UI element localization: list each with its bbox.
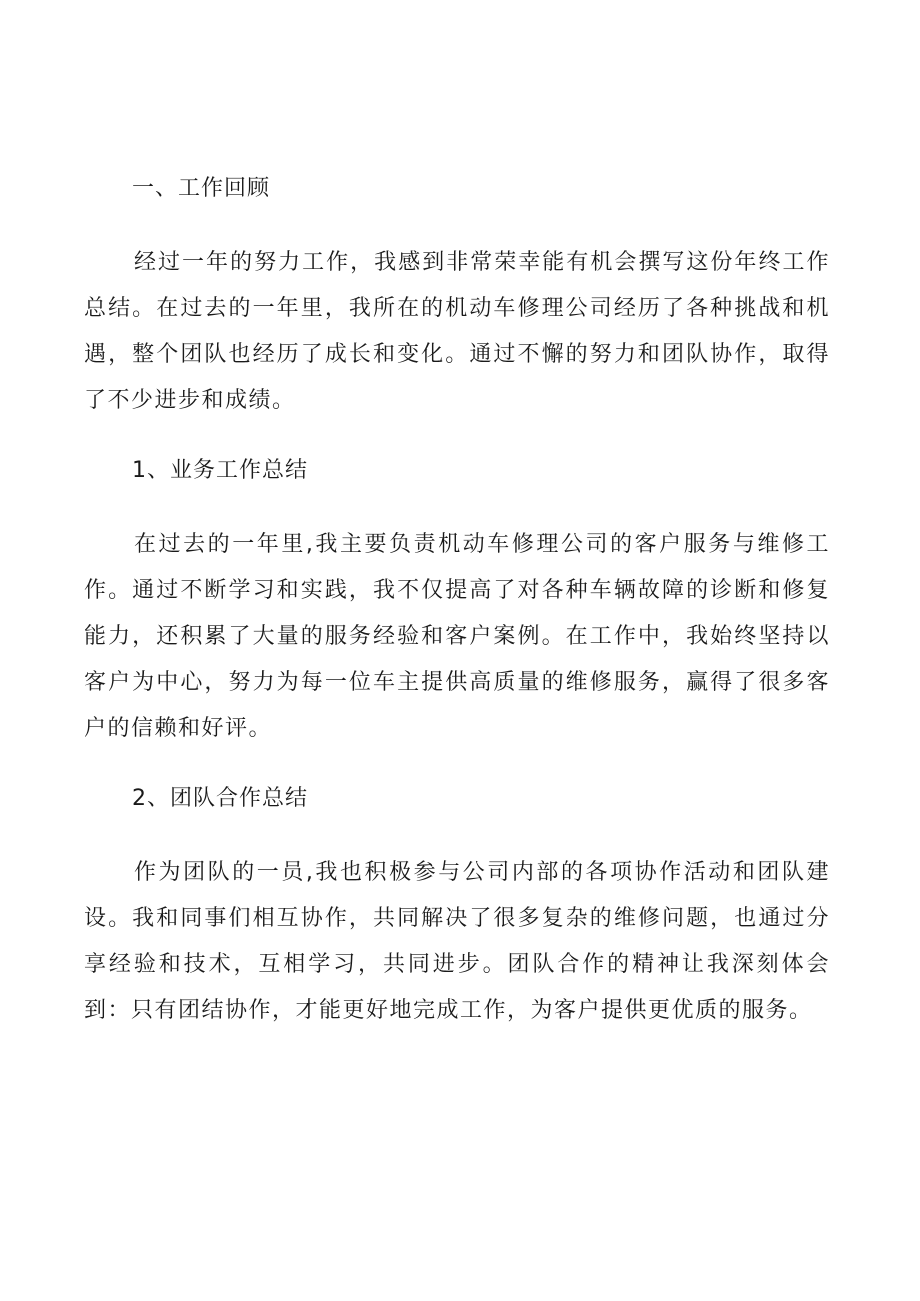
document-body	[84, 166, 830, 1034]
spacer	[84, 424, 830, 448]
spacer	[84, 494, 830, 522]
intro-paragraph: 经过一年的努力工作，我感到非常荣幸能有机会撰写这份年终工作总结。在过去的一年里，我所在的机动车修理公司经历了各种挑战和机遇，整个团队也经历了成长和变化。通过不懈的努力和团队协作，取得了不少进步和成绩。	[84, 250, 830, 413]
spacer	[84, 822, 830, 850]
section-heading-business-summary: 1、业务工作总结	[132, 458, 308, 483]
spacer	[84, 212, 830, 240]
team-paragraph: 作为团队的一员,我也积极参与公司内部的各项协作活动和团队建设。我和同事们相互协作，共同解决了很多复杂的维修问题，也通过分享经验和技术，互相学习，共同进步。团队合作的精神让我深刻体会到：只有团结协作，才能更好地完成工作，为客户提供更优质的服务。	[84, 860, 830, 1023]
business-paragraph: 在过去的一年里,我主要负责机动车修理公司的客户服务与维修工作。通过不断学习和实践，我不仅提高了对各种车辆故障的诊断和修复能力，还积累了大量的服务经验和客户案例。在工作中，我始终坚持以客户为中心，努力为每一位车主提供高质量的维修服务，赢得了很多客户的信赖和好评。	[84, 532, 830, 741]
section-heading-work-review: 一、工作回顾	[132, 176, 271, 201]
section-heading-team-summary: 2、团队合作总结	[132, 786, 308, 811]
spacer	[84, 752, 830, 776]
